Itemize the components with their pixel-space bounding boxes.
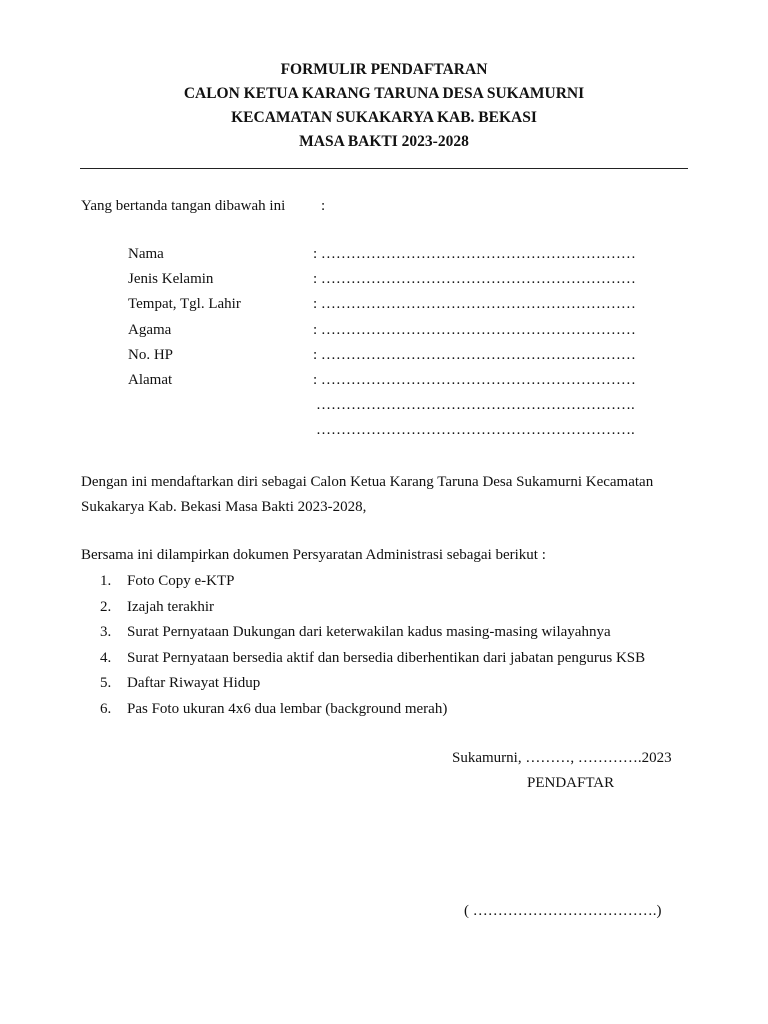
field-row-tempat-tgl-lahir	[128, 294, 648, 319]
applicant-fields	[128, 244, 648, 446]
field-label: Nama	[128, 246, 164, 262]
list-item-text: Daftar Riwayat Hidup	[127, 675, 261, 692]
field-label: Agama	[128, 321, 172, 338]
field-label: Jenis Kelamin	[128, 271, 214, 288]
list-item-number: 2.	[100, 598, 112, 615]
list-item-number: 5.	[100, 675, 112, 692]
address-field-line-3[interactable]: ……………………………………………………….	[316, 422, 635, 439]
signature-name-field[interactable]: ( ……………………………….)	[464, 903, 662, 919]
gender-field[interactable]: : ………………………………………………………	[313, 271, 636, 288]
intro-text: Yang bertanda tangan dibawah ini	[81, 198, 286, 214]
form-subtitle-organization: CALON KETUA KARANG TARUNA DESA SUKAMURNI	[183, 85, 585, 102]
field-row-no-hp	[128, 345, 648, 370]
list-item-text: Surat Pernyataan bersedia aktif dan bersedia diberhentikan dari jabatan pengurus KSB	[127, 649, 646, 666]
list-item	[100, 597, 700, 623]
list-item	[100, 571, 700, 597]
form-subtitle-period: MASA BAKTI 2023-2028	[299, 133, 469, 150]
requirements-intro: Bersama ini dilampirkan dokumen Persyaratan Administrasi sebagai berikut :	[81, 547, 546, 563]
list-item-text: Foto Copy e-KTP	[127, 573, 235, 589]
form-subtitle-district: KECAMATAN SUKAKARYA KAB. BEKASI	[231, 109, 537, 126]
header-divider	[80, 168, 688, 169]
list-item-number: 4.	[100, 649, 112, 666]
list-item-text: Pas Foto ukuran 4x6 dua lembar (background merah)	[127, 700, 448, 717]
list-item	[100, 622, 700, 648]
religion-field[interactable]: : ………………………………………………………	[313, 321, 636, 338]
form-header	[0, 58, 768, 154]
form-title: FORMULIR PENDAFTARAN	[280, 61, 488, 78]
address-field-line-2[interactable]: ……………………………………………………….	[316, 397, 635, 414]
intro-colon: :	[321, 198, 326, 214]
signer-role: PENDAFTAR	[527, 775, 615, 791]
list-item-text: Izajah terakhir	[127, 598, 215, 615]
field-row-agama	[128, 320, 648, 345]
field-row-alamat	[128, 370, 648, 395]
name-field[interactable]: : ………………………………………………………	[313, 246, 636, 262]
field-row-jenis-kelamin	[128, 269, 648, 294]
address-continuation-row	[128, 420, 648, 445]
requirements-list	[100, 571, 700, 725]
list-item	[100, 699, 700, 725]
list-item-number: 3.	[100, 624, 112, 641]
list-item	[100, 673, 700, 699]
birth-place-date-field[interactable]: : ………………………………………………………	[313, 296, 636, 313]
intro-line	[81, 196, 326, 216]
list-item-number: 1.	[100, 573, 112, 589]
field-row-nama	[128, 244, 648, 269]
address-continuation-row	[128, 395, 648, 420]
address-field[interactable]: : ………………………………………………………	[313, 371, 636, 388]
phone-field[interactable]: : ………………………………………………………	[313, 346, 636, 363]
list-item	[100, 648, 700, 674]
field-label: No. HP	[128, 346, 174, 363]
field-label: Tempat, Tgl. Lahir	[128, 296, 241, 313]
list-item-text: Surat Pernyataan Dukungan dari keterwakilan kadus masing-masing wilayahnya	[127, 624, 611, 641]
list-item-number: 6.	[100, 700, 112, 717]
field-label: Alamat	[128, 371, 173, 388]
place-date-field[interactable]: Sukamurni, ………, ………….2023	[452, 750, 672, 766]
registration-statement: Dengan ini mendaftarkan diri sebagai Calon Ketua Karang Taruna Desa Sukamurni Kecamatan Sukakarya Kab. Bekasi Masa Bakti 2023-2028,	[81, 474, 654, 515]
